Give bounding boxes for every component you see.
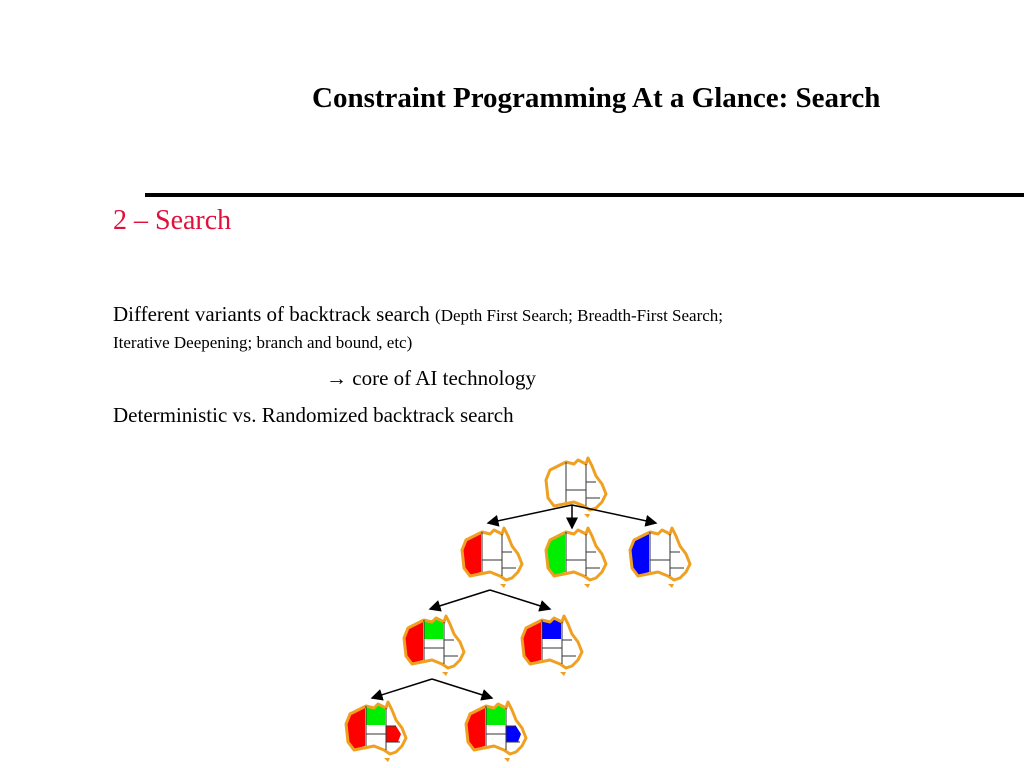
section-heading: 2 – Search: [113, 205, 232, 236]
variants-paren: (Depth First Search; Breadth-First Search;: [435, 306, 724, 325]
deterministic-line: Deterministic vs. Randomized backtrack search: [113, 403, 514, 427]
map-wa-red: [462, 528, 522, 588]
variants-text: Different variants of backtrack search: [113, 302, 436, 326]
map-wa-red-nt-blue: [522, 616, 582, 676]
map-wa-red-nt-green-sa-blue: [466, 702, 526, 762]
right-arrow-icon: →: [326, 366, 347, 390]
core-ai-text: core of AI technology: [347, 366, 536, 390]
variants-line-2: Iterative Deepening; branch and bound, etc): [113, 333, 413, 352]
map-wa-red-nt-green-sa-red: [346, 702, 406, 762]
map-wa-green: [546, 528, 606, 588]
map-wa-blue: [630, 528, 690, 588]
slide-title: Constraint Programming At a Glance: Search: [312, 82, 881, 114]
map-wa-red-nt-green: [404, 616, 464, 676]
